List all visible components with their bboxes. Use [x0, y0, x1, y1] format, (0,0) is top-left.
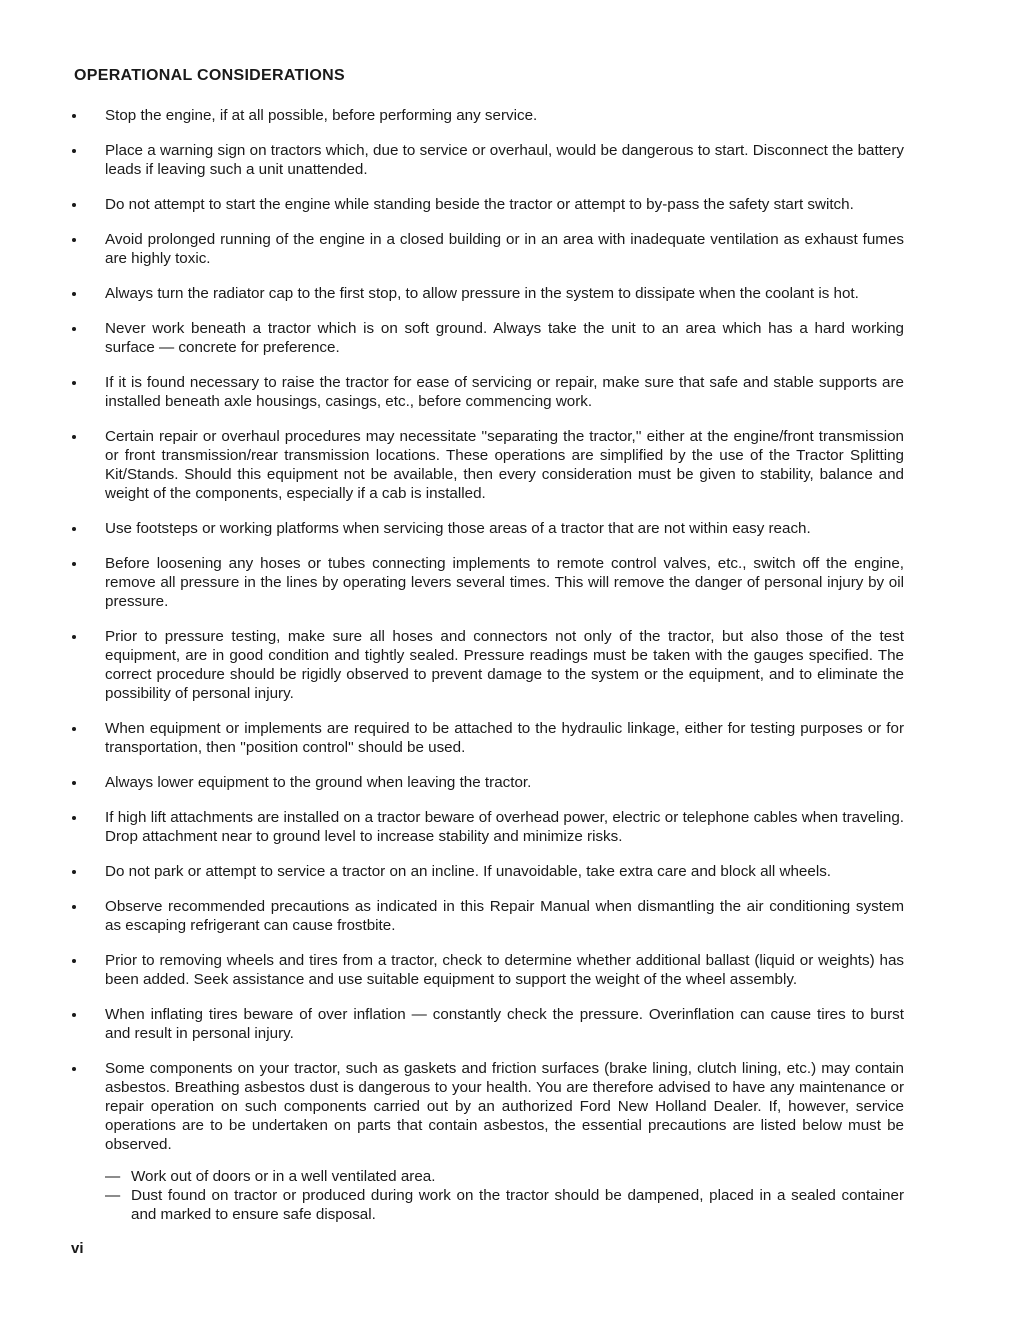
bullet-item: [72, 519, 904, 538]
dash-icon: —: [105, 1187, 121, 1204]
dash-icon: —: [105, 1168, 121, 1185]
bullet-item: [72, 373, 904, 411]
bullet-text: Use footsteps or working platforms when servicing those areas of a tractor that are not within easy reach.: [105, 520, 811, 537]
bullet-text: Do not attempt to start the engine while standing beside the tractor or attempt to by-pass the safety start switch.: [105, 196, 854, 213]
bullet-icon: [72, 959, 76, 963]
bullet-text: Prior to pressure testing, make sure all hoses and connectors not only of the tractor, but also those of the test equipment, are in good condition and tightly sealed. Pressure readings must be taken with the gauges specified. The correct procedure should be rigidly observed to prevent damage to the system or the equipment, and to eliminate the possibility of personal injury.: [105, 628, 904, 702]
bullet-item: [72, 554, 904, 611]
bullet-item: [72, 230, 904, 268]
bullet-item: [72, 862, 904, 881]
asbestos-precautions-list: [105, 1167, 904, 1224]
bullet-text: Stop the engine, if at all possible, before performing any service.: [105, 107, 538, 124]
bullet-icon: [72, 114, 76, 118]
page-number: vi: [71, 1240, 84, 1257]
section-title: OPERATIONAL CONSIDERATIONS: [74, 67, 345, 84]
bullet-item: [72, 1059, 904, 1224]
bullet-item: [72, 427, 904, 503]
bullet-text: Some components on your tractor, such as gaskets and friction surfaces (brake lining, clutch lining, etc.) may contain asbestos. Breathing asbestos dust is dangerous to your health. You are therefore advised to have any maintenance or repair operation on such components carried out by an authorized Ford New Holland Dealer. If, however, service operations are to be undertaken on parts that contain asbestos, the essential precautions are listed below must be observed.: [105, 1060, 904, 1153]
sub-item-text: Work out of doors or in a well ventilated area.: [131, 1168, 436, 1185]
bullet-item: [72, 719, 904, 757]
bullet-text: If high lift attachments are installed on a tractor beware of overhead power, electric or telephone cables when traveling. Drop attachment near to ground level to increase stability and minimize risks.: [105, 809, 904, 845]
bullet-icon: [72, 1067, 76, 1071]
bullet-icon: [72, 381, 76, 385]
bullet-text: Always lower equipment to the ground when leaving the tractor.: [105, 774, 532, 791]
bullet-icon: [72, 435, 76, 439]
bullet-icon: [72, 1013, 76, 1017]
bullet-item: [72, 319, 904, 357]
bullet-text: Place a warning sign on tractors which, due to service or overhaul, would be dangerous to start. Disconnect the battery leads if leaving such a unit unattended.: [105, 142, 904, 178]
bullet-icon: [72, 905, 76, 909]
bullet-item: [72, 627, 904, 703]
considerations-list: [72, 106, 904, 1240]
bullet-item: [72, 195, 904, 214]
sub-item: [105, 1167, 904, 1186]
bullet-icon: [72, 238, 76, 242]
bullet-text: Certain repair or overhaul procedures may necessitate ''separating the tractor,'' either at the engine/front transmission or front transmission/rear transmission locations. These operations are simplified by the use of the Tractor Splitting Kit/Stands. Should this equipment not be available, then every consideration must be given to stability, balance and weight of the components, especially if a cab is installed.: [105, 428, 904, 502]
bullet-icon: [72, 870, 76, 874]
bullet-icon: [72, 203, 76, 207]
bullet-text: Always turn the radiator cap to the first stop, to allow pressure in the system to dissipate when the coolant is hot.: [105, 285, 859, 302]
bullet-text: Never work beneath a tractor which is on soft ground. Always take the unit to an area which has a hard working surface — concrete for preference.: [105, 320, 904, 356]
bullet-item: [72, 897, 904, 935]
sub-item: [105, 1186, 904, 1224]
bullet-item: [72, 1005, 904, 1043]
bullet-text: Prior to removing wheels and tires from a tractor, check to determine whether additional ballast (liquid or weights) has been added. Seek assistance and use suitable equipment to support the weight of the wheel assembly.: [105, 952, 904, 988]
bullet-icon: [72, 816, 76, 820]
bullet-text: Do not park or attempt to service a tractor on an incline. If unavoidable, take extra care and block all wheels.: [105, 863, 832, 880]
bullet-item: [72, 284, 904, 303]
bullet-item: [72, 141, 904, 179]
bullet-icon: [72, 527, 76, 531]
bullet-item: [72, 951, 904, 989]
bullet-text: Avoid prolonged running of the engine in a closed building or in an area with inadequate ventilation as exhaust fumes are highly toxic.: [105, 231, 904, 267]
bullet-text: Observe recommended precautions as indicated in this Repair Manual when dismantling the air conditioning system as escaping refrigerant can cause frostbite.: [105, 898, 904, 934]
bullet-text: When inflating tires beware of over inflation — constantly check the pressure. Overinflation can cause tires to burst and result in personal injury.: [105, 1006, 904, 1042]
bullet-text: If it is found necessary to raise the tractor for ease of servicing or repair, make sure that safe and stable supports are installed beneath axle housings, casings, etc., before commencing work.: [105, 374, 904, 410]
bullet-item: [72, 773, 904, 792]
bullet-icon: [72, 562, 76, 566]
bullet-item: [72, 808, 904, 846]
bullet-icon: [72, 292, 76, 296]
bullet-icon: [72, 727, 76, 731]
bullet-icon: [72, 635, 76, 639]
bullet-icon: [72, 781, 76, 785]
sub-item-text: Dust found on tractor or produced during work on the tractor should be dampened, placed in a sealed container and marked to ensure safe disposal.: [131, 1187, 904, 1223]
bullet-icon: [72, 149, 76, 153]
bullet-text: When equipment or implements are required to be attached to the hydraulic linkage, either for testing purposes or for transportation, then ''position control'' should be used.: [105, 720, 904, 756]
bullet-item: [72, 106, 904, 125]
bullet-text: Before loosening any hoses or tubes connecting implements to remote control valves, etc., switch off the engine, remove all pressure in the lines by operating levers several times. This will remove the danger of personal injury by oil pressure.: [105, 555, 904, 610]
bullet-icon: [72, 327, 76, 331]
